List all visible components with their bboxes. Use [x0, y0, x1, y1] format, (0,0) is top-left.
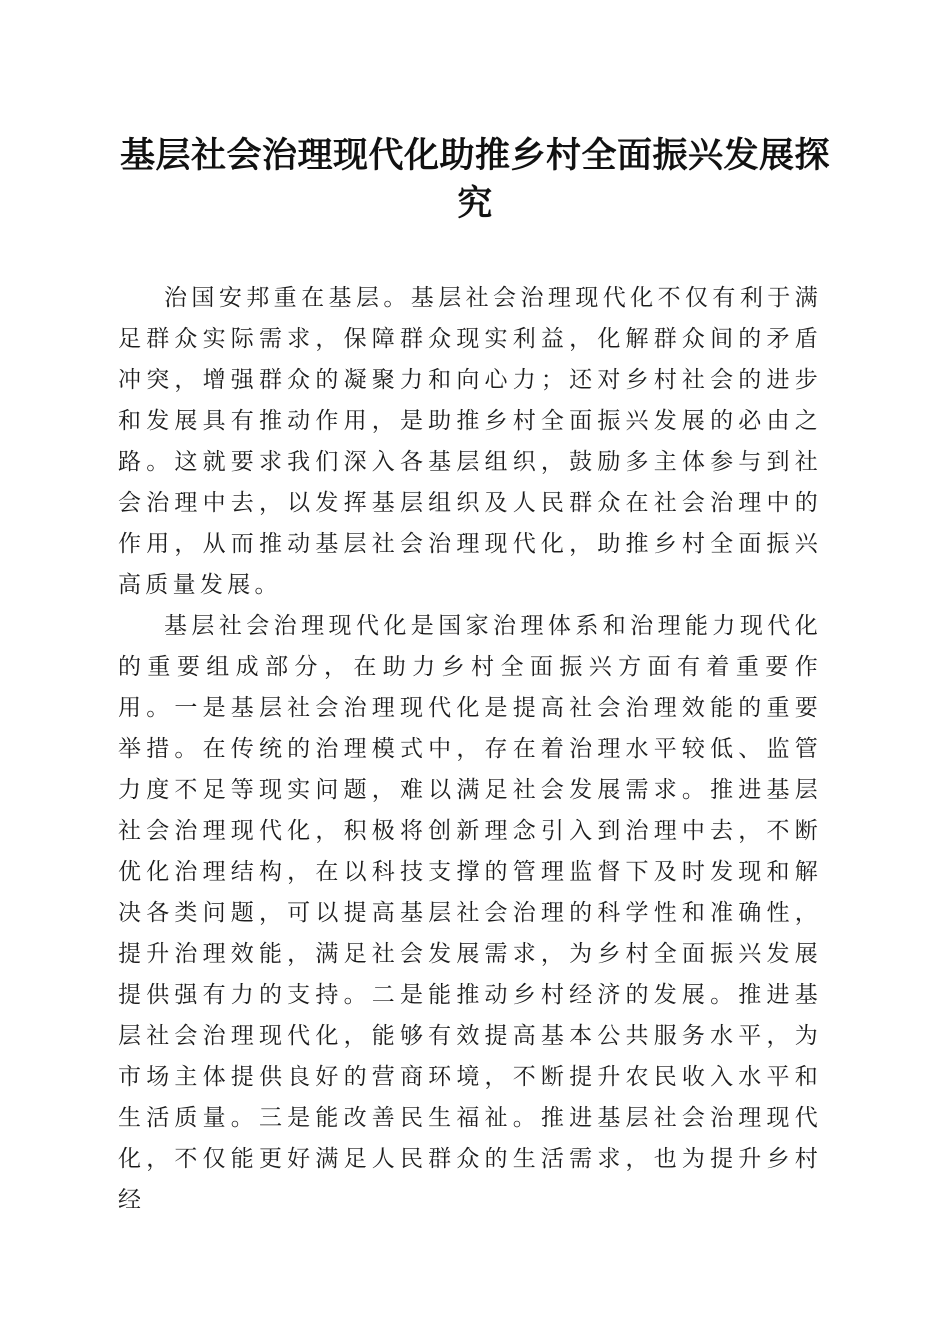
paragraph-intro: 治国安邦重在基层。基层社会治理现代化不仅有利于满足群众实际需求，保障群众现实利益，化解群众间的矛盾冲突，增强群众的凝聚力和向心力；还对乡村社会的进步和发展具有推动作用，是助推乡村全面振兴发展的必由之路。这就要求我们深入各基层组织，鼓励多主体参与到社会治理中去，以发挥基层组织及人民群众在社会治理中的作用，从而推动基层社会治理现代化，助推乡村全面振兴高质量发展。 — [118, 285, 822, 598]
document-body — [118, 278, 822, 1221]
document-title: 基层社会治理现代化助推乡村全面振兴发展探究 — [119, 135, 830, 224]
paragraph-significance: 基层社会治理现代化是国家治理体系和治理能力现代化的重要组成部分，在助力乡村全面振兴方面有着重要作用。一是基层社会治理现代化是提高社会治理效能的重要举措。在传统的治理模式中，存在着治理水平较低、监管力度不足等现实问题，难以满足社会发展需求。推进基层社会治理现代化，积极将创新理念引入到治理中去，不断优化治理结构，在以科技支撑的管理监督下及时发现和解决各类问题，可以提高基层社会治理的科学性和准确性，提升治理效能，满足社会发展需求，为乡村全面振兴发展提供强有力的支持。二是能推动乡村经济的发展。推进基层社会治理现代化，能够有效提高基本公共服务水平，为市场主体提供良好的营商环境，不断提升农民收入水平和生活质量。三是能改善民生福祉。推进基层社会治理现代化，不仅能更好满足人民群众的生活需求，也为提升乡村经 — [118, 613, 822, 1213]
